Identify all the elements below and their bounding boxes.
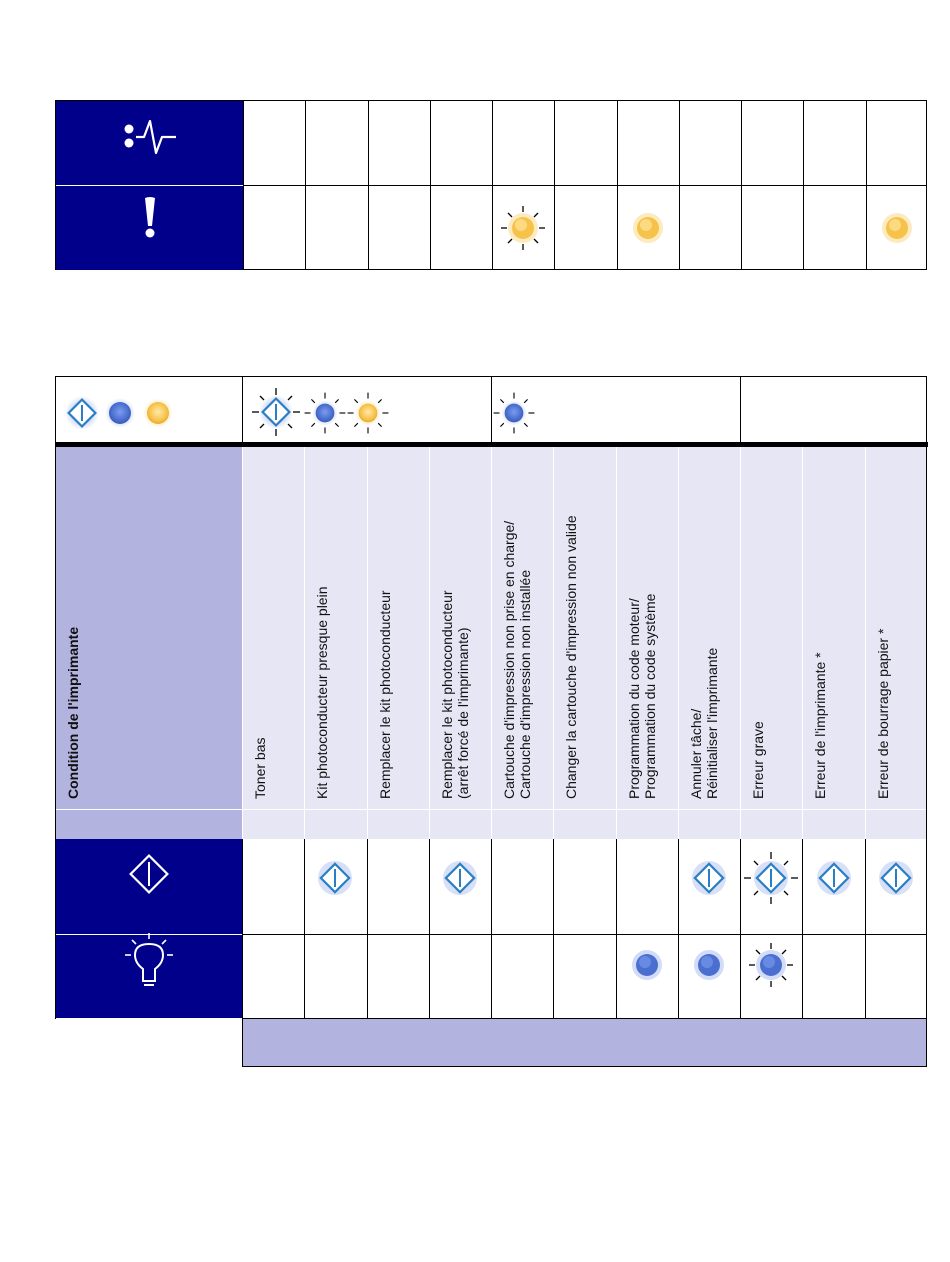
condition-cell — [803, 447, 864, 809]
condition-label: (arrêt forcé de l'imprimante) — [454, 627, 471, 799]
error-light — [867, 198, 927, 258]
condition-label: Remplacer le kit photoconducteur — [438, 590, 455, 799]
condition-cell — [243, 447, 304, 809]
printer-conditions — [55, 447, 927, 839]
condition-cell — [617, 447, 678, 809]
condition-cell — [492, 447, 553, 809]
continue-diamond-blinking-icon — [252, 388, 300, 436]
condition-label: Kit photoconducteur presque plein — [314, 586, 331, 799]
ready-light — [679, 935, 739, 995]
continue-diamond-icon — [804, 848, 864, 908]
continue-row-header — [55, 839, 242, 934]
condition-label: Toner bas — [252, 737, 268, 799]
amber-led-blinking-icon — [348, 393, 389, 434]
footer-bar — [242, 1018, 927, 1067]
error-light — [618, 198, 678, 258]
condition-label: Programmation du code système — [641, 593, 658, 799]
condition-header: Condition de l'imprimante — [65, 626, 81, 799]
blue-led-blinking-icon — [494, 393, 535, 434]
error-light — [493, 198, 553, 258]
continue-diamond-blinking-icon — [741, 848, 801, 908]
condition-label: Réinitialiser l'imprimante — [703, 647, 720, 799]
continue-light — [741, 848, 801, 908]
error-row-header — [56, 186, 243, 270]
data-pulse-icon — [56, 101, 243, 185]
continue-diamond-icon — [55, 839, 242, 934]
legend-icons — [56, 377, 928, 443]
amber-led-icon — [618, 198, 678, 258]
condition-label: Cartouche d'impression non installée — [517, 569, 534, 799]
ready-row-header — [55, 935, 242, 1018]
condition-cell — [741, 447, 802, 809]
condition-label: Changer la cartouche d'impression non valide — [563, 515, 580, 799]
condition-cell — [554, 447, 615, 809]
condition-cell — [430, 447, 491, 809]
condition-label: Erreur de l'imprimante * — [812, 652, 829, 799]
continue-light — [305, 848, 365, 908]
ready-light — [741, 935, 801, 995]
condition-cell — [866, 447, 927, 809]
continue-diamond-icon — [305, 848, 365, 908]
condition-label: Remplacer le kit photoconducteur — [376, 590, 393, 799]
continue-diamond-icon — [866, 848, 926, 908]
condition-label: Erreur grave — [750, 721, 767, 799]
blue-led-icon — [105, 398, 135, 428]
continue-diamond-icon — [430, 848, 490, 908]
continue-light — [679, 848, 739, 908]
ready-light — [617, 935, 677, 995]
blue-led-blinking-icon — [741, 935, 801, 995]
continue-diamond-icon — [679, 848, 739, 908]
condition-cell — [679, 447, 740, 809]
condition-cell — [368, 447, 429, 809]
blue-led-blinking-icon — [305, 393, 346, 434]
condition-label: Erreur de bourrage papier * — [874, 628, 891, 799]
top-status-table — [55, 100, 927, 270]
indicator-rows — [55, 839, 927, 1019]
continue-light — [804, 848, 864, 908]
data-row-header — [56, 101, 243, 185]
amber-led-icon — [867, 198, 927, 258]
continue-light — [430, 848, 490, 908]
condition-header-cell — [55, 447, 242, 839]
exclamation-icon — [56, 186, 243, 270]
condition-label: Cartouche d'impression non prise en charge/ — [501, 520, 518, 799]
continue-light — [866, 848, 926, 908]
blue-led-icon — [617, 935, 677, 995]
lightbulb-icon — [55, 935, 242, 1018]
legend-row — [55, 376, 927, 443]
blue-led-icon — [679, 935, 739, 995]
condition-label: Programmation du code moteur/ — [625, 598, 642, 799]
condition-cell — [305, 447, 366, 809]
continue-diamond-icon — [65, 396, 99, 430]
condition-label: Annuler tâche/ — [687, 708, 704, 799]
amber-led-icon — [143, 398, 173, 428]
amber-led-blinking-icon — [493, 198, 553, 258]
